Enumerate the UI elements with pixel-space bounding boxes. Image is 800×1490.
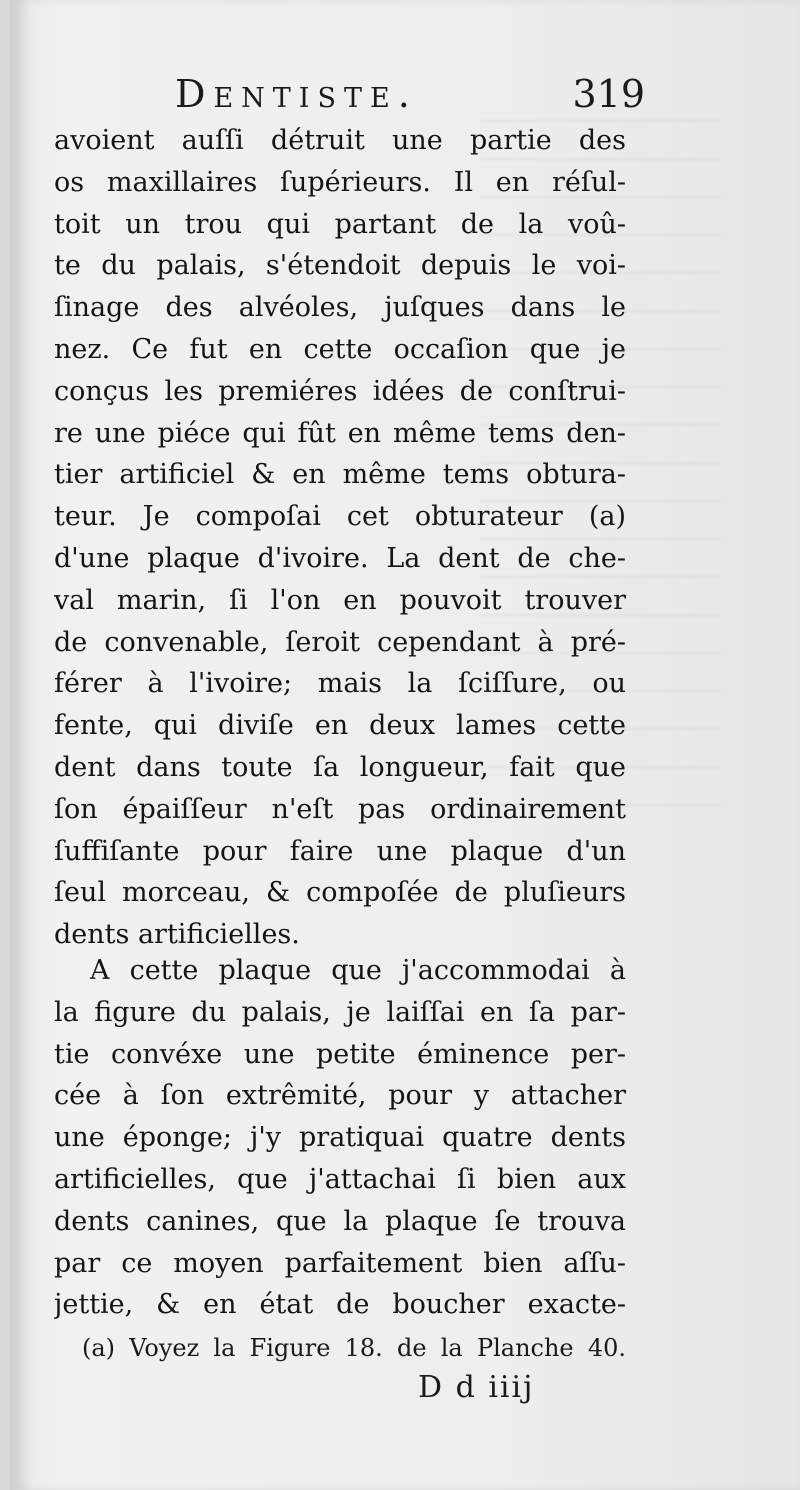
footnote: (a) Voyez la Figure 18. de la Planche 40.: [82, 1334, 626, 1362]
text-line: jettie, & en état de boucher exacte-: [54, 1289, 626, 1321]
text-line: la figure du palais, je laiſſai en ſa par-: [54, 996, 626, 1028]
gutter-shadow: [10, 0, 32, 1490]
text-line: nez. Ce fut en cette occaſion que je: [54, 333, 626, 365]
text-line: ſinage des alvéoles, juſques dans le: [54, 292, 626, 324]
text-line: re une piéce qui fût en même tems den-: [54, 417, 626, 449]
text-line: A cette plaque que j'accommodai à: [90, 955, 626, 986]
text-line: ſeul morceau, & compoſée de pluſieurs: [54, 877, 626, 909]
text-line: dent dans toute ſa longueur, fait que: [54, 751, 626, 783]
text-line: val marin, ſi l'on en pouvoit trouver: [54, 584, 626, 616]
running-head: Dentiste.: [175, 72, 418, 116]
text-line: dents artificielles.: [54, 919, 300, 951]
text-line: os maxillaires ſupérieurs. Il en réſul-: [54, 166, 626, 198]
signature-mark: D d iiij: [418, 1370, 535, 1405]
text-line: férer à l'ivoire; mais la ſciſſure, ou: [54, 668, 626, 700]
text-line: toit un trou qui partant de la voû-: [54, 208, 626, 240]
book-page: [10, 0, 800, 1490]
text-line: te du palais, s'étendoit depuis le voi-: [54, 250, 626, 282]
text-line: tier artificiel & en même tems obtura-: [54, 459, 626, 491]
text-line: ſuffiſante pour faire une plaque d'un: [54, 835, 626, 867]
text-line: conçus les premiéres idées de conſtrui-: [54, 375, 626, 407]
page-header: [175, 66, 645, 126]
text-line: avoient auſſi détruit une partie des: [54, 125, 626, 156]
text-line: tie convéxe une petite éminence per-: [54, 1038, 626, 1070]
text-line: dents canines, que la plaque ſe trouva: [54, 1205, 626, 1237]
text-line: de convenable, ſeroit cependant à pré-: [54, 626, 626, 658]
text-line: ſon épaiſſeur n'eſt pas ordinairement: [54, 793, 626, 825]
text-line: artificielles, que j'attachai ſi bien aux: [54, 1163, 626, 1195]
text-line: cée à ſon extrêmité, pour y attacher: [54, 1080, 626, 1112]
text-line: d'une plaque d'ivoire. La dent de che-: [54, 542, 626, 574]
paragraph-2: [54, 950, 626, 1326]
text-line: par ce moyen parfaitement bien aſſu-: [54, 1247, 626, 1279]
text-line: teur. Je compoſai cet obturateur (a): [54, 501, 626, 533]
text-line: fente, qui diviſe en deux lames cette: [54, 710, 626, 742]
text-line: une éponge; j'y pratiquai quatre dents: [54, 1122, 626, 1154]
page-number: 319: [572, 72, 645, 116]
paragraph-1: [54, 120, 626, 956]
